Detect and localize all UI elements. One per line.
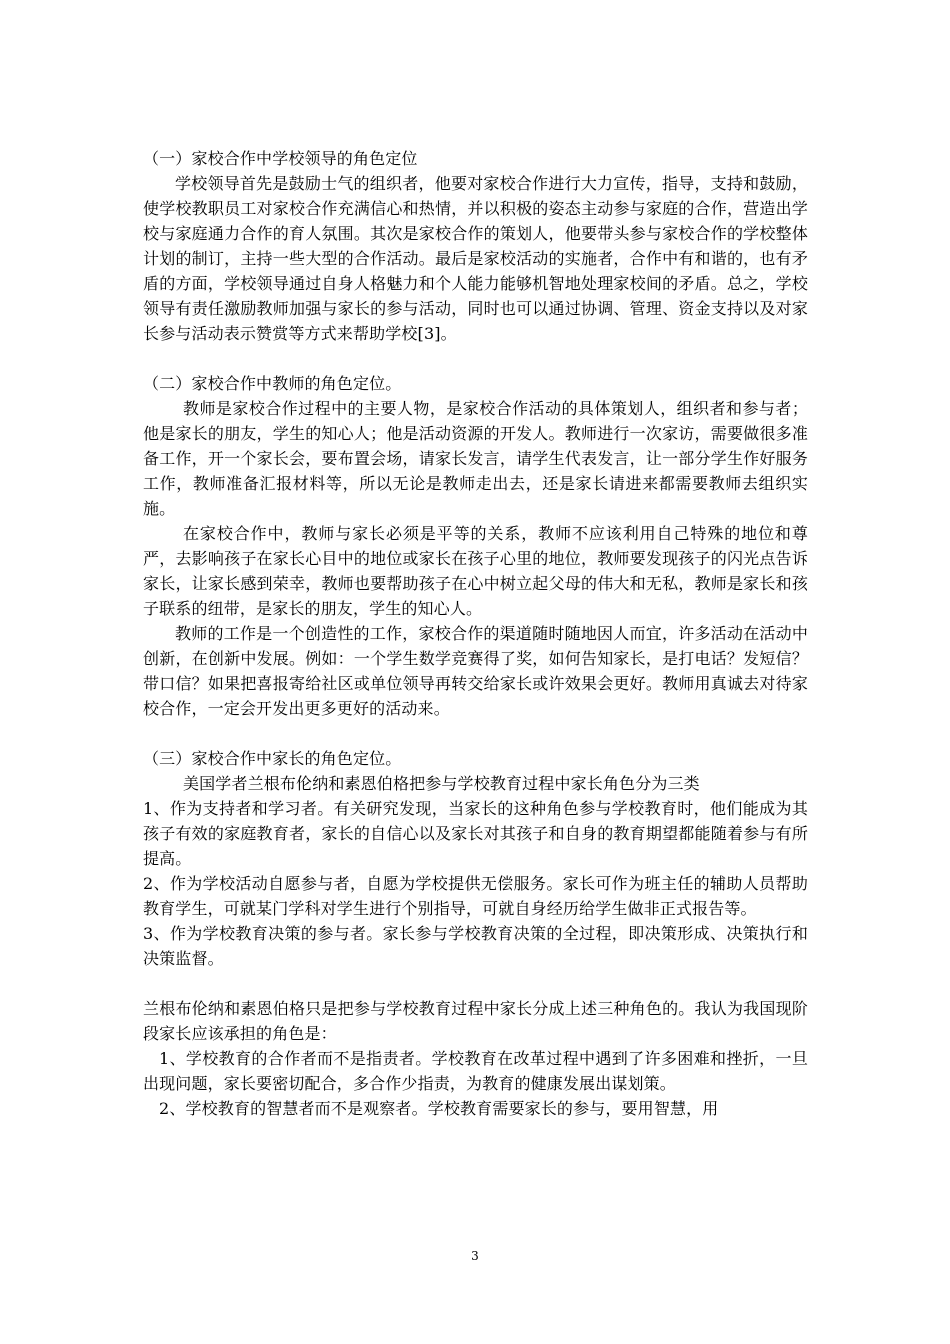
paragraph-school-leaders-role: 学校领导首先是鼓励士气的组织者，他要对家校合作进行大力宣传，指导，支持和鼓励，使学校教职员工对家校合作充满信心和热情，并以积极的姿态主动参与家庭的合作，营造出学校与家庭通力合作的育人氛围。其次是家校合作的策划人，他要带头参与家校合作的学校整体计划的制订，主持一些大型的合作活动。最后是家校活动的实施者，合作中有和谐的，也有矛盾的方面，学校领导通过自身人格魅力和个人能力能够机智地处理家校间的矛盾。总之，学校领导有责任激励教师加强与家长的参与活动，同时也可以通过协调、管理、资金支持以及对家长参与活动表示赞赏等方式来帮助学校[3]。 — [143, 174, 808, 343]
section-heading-parents: （三）家校合作中家长的角色定位。 — [143, 749, 402, 768]
paragraph-teacher-creativity: 教师的工作是一个创造性的工作，家校合作的渠道随时随地因人而宜，许多活动在活动中创新，在创新中发展。例如：一个学生数学竞赛得了奖，如何告知家长，是打电话？发短信？带口信？如果把喜报寄给社区或单位领导再转交给家长或许效果会更好。教师用真诚去对待家校合作，一定会开发出更多更好的活动来。 — [143, 624, 808, 718]
page-number: 3 — [471, 1249, 479, 1263]
list-item-author-role-1: 1、学校教育的合作者而不是指责者。学校教育在改革过程中遇到了许多困难和挫折，一旦出现问题，家长要密切配合，多合作少指责，为教育的健康发展出谋划策。 — [143, 1049, 808, 1093]
paragraph-gap — [143, 971, 808, 996]
paragraph-gap — [143, 346, 808, 371]
section-heading-teachers: （二）家校合作中教师的角色定位。 — [143, 374, 402, 393]
paragraph-gap — [143, 721, 808, 746]
list-item-author-role-2: 2、学校教育的智慧者而不是观察者。学校教育需要家长的参与，要用智慧，用 — [159, 1099, 719, 1118]
list-item-parent-role-3: 3、作为学校教育决策的参与者。家长参与学校教育决策的全过程，即决策形成、决策执行和决策监督。 — [143, 924, 808, 968]
section-heading-school-leaders: （一）家校合作中学校领导的角色定位 — [143, 149, 418, 168]
document-body — [143, 146, 808, 1121]
paragraph-author-view-intro: 兰根布伦纳和素恩伯格只是把参与学校教育过程中家长分成上述三种角色的。我认为我国现阶段家长应该承担的角色是： — [143, 999, 808, 1043]
paragraph-teacher-organizer: 教师是家校合作过程中的主要人物，是家校合作活动的具体策划人，组织者和参与者；他是家长的朋友，学生的知心人；他是活动资源的开发人。教师进行一次家访，需要做很多准备工作，开一个家长会，要布置会场，请家长发言，请学生代表发言，让一部分学生作好服务工作，教师准备汇报材料等，所以无论是教师走出去，还是家长请进来都需要教师去组织实施。 — [143, 399, 808, 518]
list-item-parent-role-1: 1、作为支持者和学习者。有关研究发现，当家长的这种角色参与学校教育时，他们能成为其孩子有效的家庭教育者，家长的自信心以及家长对其孩子和自身的教育期望都能随着参与有所提高。 — [143, 799, 808, 868]
list-item-parent-role-2: 2、作为学校活动自愿参与者，自愿为学校提供无偿服务。家长可作为班主任的辅助人员帮助教育学生，可就某门学科对学生进行个别指导，可就自身经历给学生做非正式报告等。 — [143, 874, 808, 918]
paragraph-parent-roles-intro: 美国学者兰根布伦纳和素恩伯格把参与学校教育过程中家长角色分为三类 — [183, 774, 700, 793]
paragraph-teacher-equality: 在家校合作中，教师与家长必须是平等的关系，教师不应该利用自己特殊的地位和尊严，去影响孩子在家长心目中的地位或家长在孩子心里的地位，教师要发现孩子的闪光点告诉家长，让家长感到荣幸，教师也要帮助孩子在心中树立起父母的伟大和无私，教师是家长和孩子联系的纽带，是家长的朋友，学生的知心人。 — [143, 524, 808, 618]
